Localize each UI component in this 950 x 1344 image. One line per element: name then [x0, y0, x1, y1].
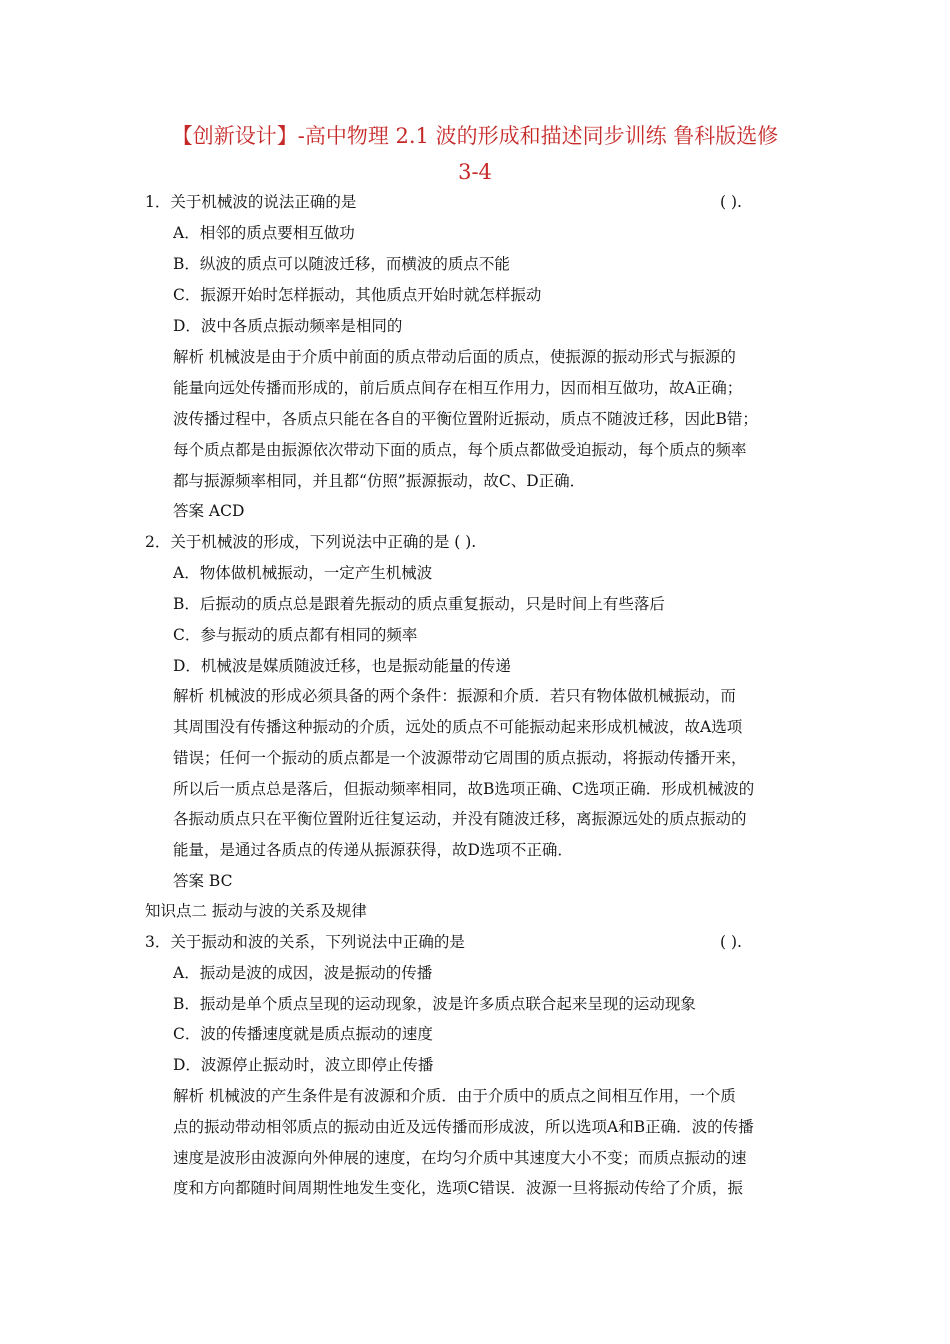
question-1-analysis-line: 都与振源频率相同，并且都“仿照”振源振动，故C、D正确．: [173, 472, 586, 490]
question-2-answer: 答案 BC: [173, 872, 233, 890]
question-1-option-a: A．相邻的质点要相互做功: [173, 224, 355, 242]
question-1-answer-blank: ( ).: [720, 193, 742, 211]
document-title: 【创新设计】-高中物理 2.1 波的形成和描述同步训练 鲁科版选修: [171, 124, 779, 148]
question-2-stem: 2．关于机械波的形成，下列说法中正确的是 ( ).: [145, 533, 477, 551]
question-2-analysis-line: 解析 机械波的形成必须具备的两个条件：振源和介质．若只有物体做机械振动，而: [173, 687, 736, 705]
question-3-option-a: A．振动是波的成因，波是振动的传播: [173, 964, 433, 982]
question-1-option-b: B．纵波的质点可以随波迁移，而横波的质点不能: [173, 255, 510, 273]
question-3-option-c: C．波的传播速度就是质点振动的速度: [173, 1025, 433, 1043]
section-heading: 知识点二 振动与波的关系及规律: [145, 902, 367, 920]
question-1-analysis-line: 每个质点都是由振源依次带动下面的质点，每个质点都做受迫振动，每个质点的频率: [173, 441, 747, 459]
question-1-option-c: C．振源开始时怎样振动，其他质点开始时就怎样振动: [173, 286, 542, 304]
question-3-analysis-line: 度和方向都随时间周期性地发生变化，选项C错误．波源一旦将振动传给了介质，振: [173, 1179, 743, 1197]
question-3-stem: 3．关于振动和波的关系，下列说法中正确的是: [145, 933, 465, 951]
question-1-stem: 1．关于机械波的说法正确的是: [145, 193, 357, 211]
question-1-analysis-line: 能量向远处传播而形成的，前后质点间存在相互作用力，因而相互做功，故A正确；: [173, 379, 743, 397]
question-3-option-d: D．波源停止振动时，波立即停止传播: [173, 1056, 434, 1074]
question-3-analysis-line: 速度是波形由波源向外伸展的速度，在均匀介质中其速度大小不变；而质点振动的速: [173, 1149, 747, 1167]
question-2-option-d: D．机械波是媒质随波迁移，也是振动能量的传递: [173, 657, 511, 675]
question-2-option-a: A．物体做机械振动，一定产生机械波: [173, 564, 433, 582]
question-2-option-b: B．后振动的质点总是跟着先振动的质点重复振动，只是时间上有些落后: [173, 595, 665, 613]
question-1-analysis-line: 波传播过程中，各质点只能在各自的平衡位置附近振动，质点不随波迁移，因此B错；: [173, 410, 758, 428]
question-3-analysis-line: 解析 机械波的产生条件是有波源和介质．由于介质中的质点之间相互作用，一个质: [173, 1087, 736, 1105]
question-1-answer: 答案 ACD: [173, 502, 245, 520]
question-2-option-c: C．参与振动的质点都有相同的频率: [173, 626, 418, 644]
question-2-analysis-line: 其周围没有传播这种振动的介质，远处的质点不可能振动起来形成机械波，故A选项: [173, 718, 743, 736]
question-1-option-d: D．波中各质点振动频率是相同的: [173, 317, 403, 335]
question-2-analysis-line: 能量，是通过各质点的传递从振源获得，故D选项不正确．: [173, 841, 573, 859]
question-3-answer-blank: ( ).: [720, 933, 742, 951]
question-3-analysis-line: 点的振动带动相邻质点的振动由近及远传播而形成波，所以选项A和B正确．波的传播: [173, 1118, 754, 1136]
question-2-analysis-line: 各振动质点只在平衡位置附近往复运动，并没有随波迁移，离振源远处的质点振动的: [173, 810, 747, 828]
document-title-continued: 3-4: [458, 160, 492, 184]
question-2-analysis-line: 所以后一质点总是落后，但振动频率相同，故B选项正确、C选项正确．形成机械波的: [173, 780, 755, 798]
question-3-option-b: B．振动是单个质点呈现的运动现象，波是许多质点联合起来呈现的运动现象: [173, 995, 696, 1013]
question-1-analysis-line: 解析 机械波是由于介质中前面的质点带动后面的质点，使振源的振动形式与振源的: [173, 348, 736, 366]
question-2-analysis-line: 错误；任何一个振动的质点都是一个波源带动它周围的质点振动，将振动传播开来，: [173, 749, 747, 767]
